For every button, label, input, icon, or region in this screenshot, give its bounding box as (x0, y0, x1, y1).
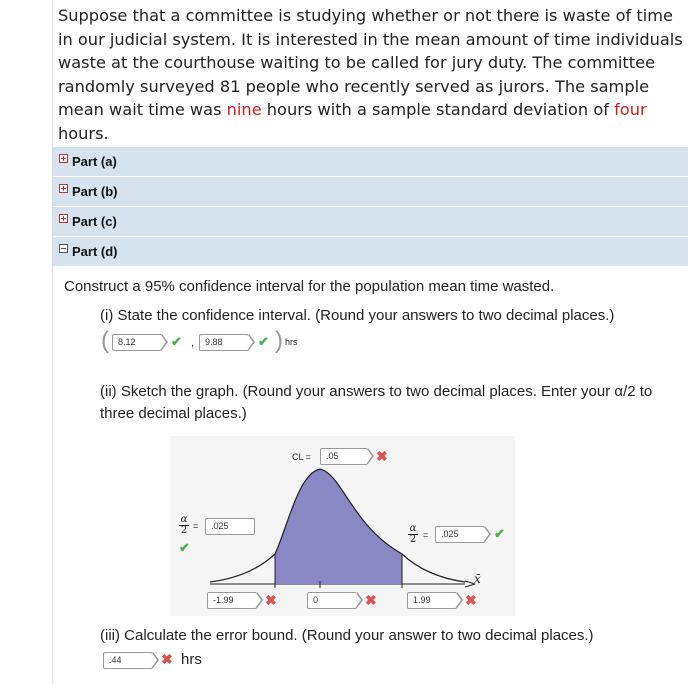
part-label: Part (b) (72, 184, 118, 199)
input-tip (357, 592, 363, 608)
part-d-prompt: Construct a 95% confidence interval for the population mean time wasted. (64, 278, 555, 295)
part-b-header[interactable] (53, 176, 688, 206)
cross-icon: ✖ (365, 592, 377, 608)
parts-accordion (53, 146, 688, 266)
sample-sd-word: four (614, 100, 647, 119)
part-d-header[interactable] (53, 236, 688, 266)
input-tip (249, 334, 255, 350)
alpha-symbol: α (409, 523, 417, 534)
ci-lower-input[interactable]: 8.12 (112, 334, 162, 351)
input-tip (457, 592, 463, 608)
cross-icon: ✖ (161, 651, 173, 667)
input-tip (153, 652, 159, 668)
part-label: Part (c) (72, 214, 117, 229)
problem-text-3: hours. (58, 123, 109, 143)
equals-sign: = (193, 521, 199, 531)
check-icon: ✔ (171, 334, 182, 349)
question-iii: (iii) Calculate the error bound. (Round your answer to two decimal places.) (100, 627, 594, 644)
input-tip (257, 592, 263, 608)
question-ii: (ii) Sketch the graph. (Round your answers to two decimal places. Enter your α/2 to three decimal places.) (100, 383, 653, 422)
confidence-region (275, 469, 402, 584)
center-input[interactable]: 0 (307, 592, 357, 609)
alpha-denominator: 2 (180, 525, 188, 536)
check-icon: ✔ (179, 540, 190, 555)
part-label: Part (d) (72, 244, 118, 259)
alpha-denominator: 2 (409, 534, 417, 545)
input-tip (368, 448, 374, 464)
input-tip (485, 526, 491, 542)
cross-icon: ✖ (376, 448, 388, 464)
close-paren: ) (275, 327, 283, 354)
left-tail-input[interactable]: .025 (205, 518, 255, 535)
part-c-header[interactable] (53, 206, 688, 236)
right-tail-input[interactable]: .025 (435, 526, 485, 543)
equals-sign: = (423, 530, 429, 540)
input-tip (162, 334, 168, 350)
cross-icon: ✖ (265, 592, 277, 608)
error-bound-unit: hrs (181, 651, 202, 668)
hrs-label: hrs (285, 337, 298, 347)
problem-text-2: hours with a sample standard deviation of (261, 100, 615, 119)
cross-icon: ✖ (465, 592, 477, 608)
question-i: (i) State the confidence interval. (Round your answers to two decimal places.) (100, 307, 615, 324)
right-bound-input[interactable]: 1.99 (407, 592, 457, 609)
open-paren: ( (101, 327, 109, 354)
left-bound-input[interactable]: -1.99 (207, 592, 257, 609)
expand-icon[interactable] (59, 214, 68, 223)
alpha-half-left (179, 515, 189, 536)
part-a-header[interactable] (53, 146, 688, 176)
expand-icon[interactable] (59, 154, 68, 163)
collapse-icon[interactable] (59, 244, 68, 253)
problem-statement (58, 4, 688, 145)
ci-upper-input[interactable]: 9.88 (199, 334, 249, 351)
comma: , (191, 337, 195, 349)
x-bar-label: x̄ (474, 572, 481, 586)
expand-icon[interactable] (59, 184, 68, 193)
part-label: Part (a) (72, 154, 117, 169)
alpha-symbol: α (180, 514, 188, 525)
problem-text-1: Suppose that a committee is studying whether or not there is waste of time in our judicial system. It is interested in the mean amount of time individuals waste at the courthouse waiting to be called for jury duty. The committee randomly surveyed 81 people who recently served as jurors. The sample mean wait time was (58, 6, 683, 119)
cl-label: CL = (292, 452, 311, 462)
cl-input[interactable]: .05 (320, 448, 368, 465)
check-icon: ✔ (258, 334, 269, 349)
alpha-half-right (408, 524, 418, 545)
sample-mean-word: nine (226, 100, 262, 119)
check-icon: ✔ (494, 526, 505, 541)
error-bound-input[interactable]: .44 (103, 652, 153, 669)
